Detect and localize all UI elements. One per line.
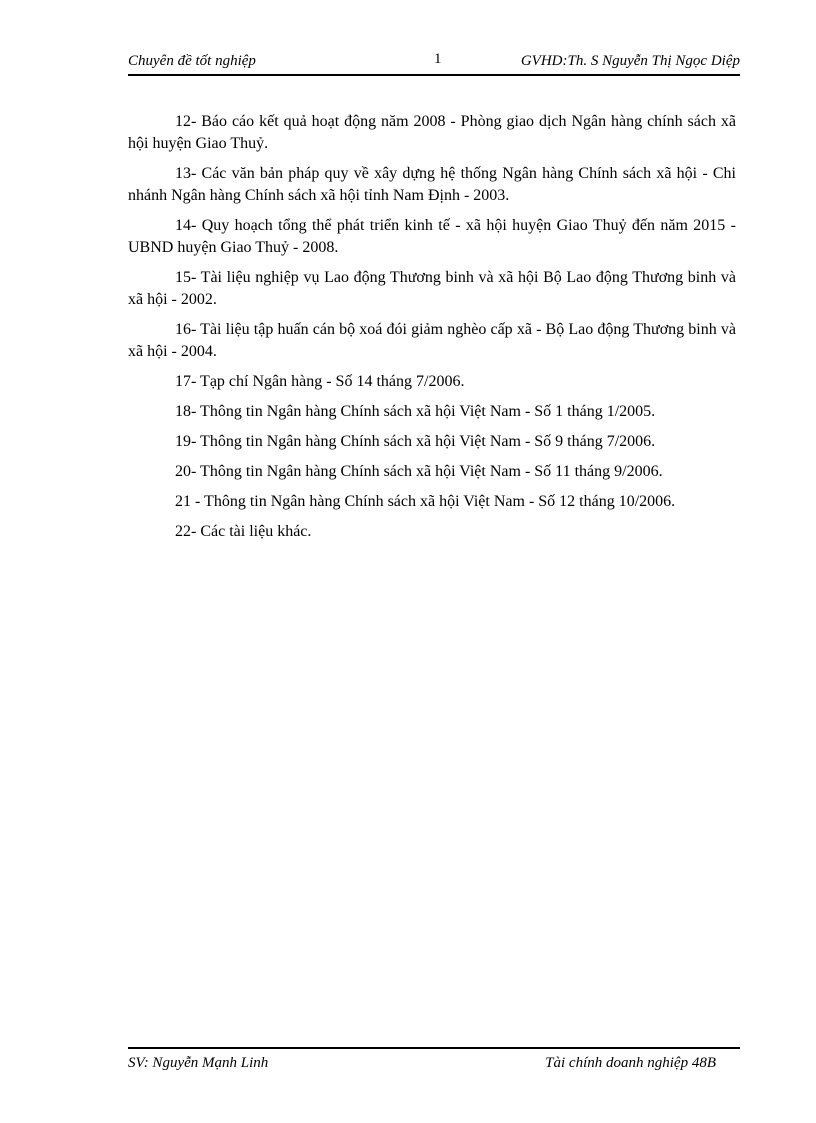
reference-item: 21 - Thông tin Ngân hàng Chính sách xã hội Việt Nam - Số 12 tháng 10/2006.	[175, 493, 676, 510]
reference-item: 17- Tạp chí Ngân hàng - Số 14 tháng 7/2006.	[175, 373, 465, 390]
reference-item: 22- Các tài liệu khác.	[175, 523, 312, 540]
footer-student: SV: Nguyễn Mạnh Linh	[128, 1055, 269, 1071]
header-advisor: GVHD:Th. S Nguyễn Thị Ngọc Diệp	[520, 53, 740, 69]
reference-item: 19- Thông tin Ngân hàng Chính sách xã hội Việt Nam - Số 9 tháng 7/2006.	[175, 433, 656, 450]
reference-item: 12- Báo cáo kết quả hoạt động năm 2008 - Phòng giao dịch Ngân hàng chính sách xã hội huyện Giao Thuỷ.	[128, 113, 736, 152]
reference-item: 14- Quy hoạch tổng thể phát triển kinh tế - xã hội huyện Giao Thuỷ đến năm 2015 - UBND huyện Giao Thuỷ - 2008.	[128, 217, 736, 256]
reference-item: 16- Tài liệu tập huấn cán bộ xoá đói giảm nghèo cấp xã - Bộ Lao động Thương binh và xã hội - 2004.	[128, 321, 736, 360]
reference-item: 20- Thông tin Ngân hàng Chính sách xã hội Việt Nam - Số 11 tháng 9/2006.	[175, 463, 663, 480]
header-document-type: Chuyên đề tốt nghiệp	[128, 53, 256, 69]
footer-class: Tài chính doanh nghiệp 48B	[545, 1055, 716, 1071]
page-footer	[128, 1047, 740, 1073]
reference-item: 18- Thông tin Ngân hàng Chính sách xã hội Việt Nam - Số 1 tháng 1/2005.	[175, 403, 656, 420]
reference-item: 13- Các văn bản pháp quy về xây dựng hệ thống Ngân hàng Chính sách xã hội - Chi nhánh Ngân hàng Chính sách xã hội tỉnh Nam Định - 2003.	[128, 165, 736, 204]
reference-list	[128, 111, 736, 551]
page-number: 1	[434, 51, 442, 67]
reference-item: 15- Tài liệu nghiệp vụ Lao động Thương binh và xã hội Bộ Lao động Thương binh và xã hội - 2002.	[128, 269, 736, 308]
page-header	[128, 50, 740, 76]
